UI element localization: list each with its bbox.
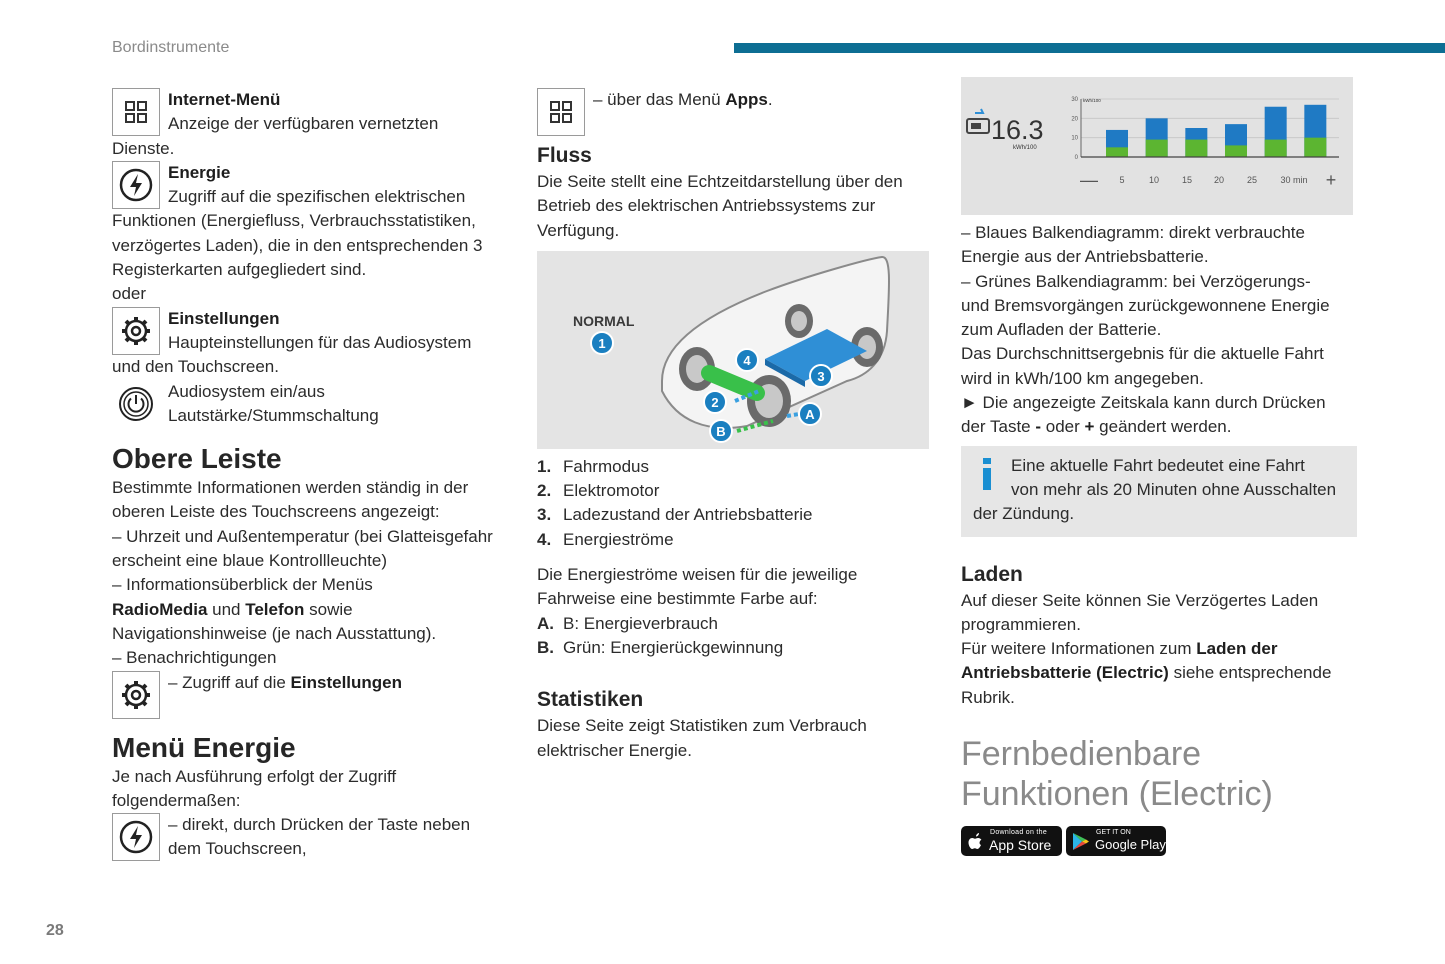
- list-item: [537, 479, 929, 503]
- laden-text-4: [961, 661, 1357, 685]
- lightning-icon: [112, 161, 160, 209]
- laden-bold: Laden der: [1196, 639, 1278, 659]
- app-store-small: Download on the: [990, 829, 1048, 836]
- x-tick-label: 15: [1181, 175, 1193, 185]
- y-tick-label: 10: [1071, 135, 1078, 142]
- y-tick-label: 20: [1071, 116, 1078, 123]
- energie-text: Zugriff auf die spezifischen elektrischen: [168, 187, 466, 207]
- stats-value: 16.3: [991, 115, 1044, 145]
- column-left: [112, 88, 512, 862]
- marker-1-label: 1: [598, 335, 606, 351]
- gear-icon: [112, 307, 160, 355]
- stats-text: – Blaues Balkendiagramm: direkt verbrauchte: [961, 223, 1305, 242]
- marker-a: [799, 403, 821, 425]
- legend-list: [537, 455, 929, 552]
- apps-text: [537, 88, 929, 112]
- obere-text: Bestimmte Informationen werden ständig in der: [112, 478, 469, 498]
- power-icon: [112, 380, 160, 428]
- google-play-icon: [1072, 832, 1090, 851]
- y-axis-unit: kWh/100: [1083, 98, 1101, 103]
- list-text: Elektromotor: [563, 481, 660, 501]
- einstellungen-text-2: und den Touchscreen.: [112, 357, 279, 377]
- list-item: [537, 503, 929, 527]
- flow-text-2: Fahrweise eine bestimmte Farbe auf:: [537, 589, 818, 609]
- list-number: 3.: [537, 505, 552, 525]
- statistics-chart: [961, 77, 1353, 215]
- list-number: 2.: [537, 481, 552, 501]
- obere-leiste-heading: Obere Leiste: [112, 443, 282, 475]
- google-play-small: GET IT ON: [1096, 829, 1131, 836]
- apps-post: .: [767, 90, 773, 109]
- taste-pre: der Taste: [961, 417, 1036, 437]
- laden-text: Auf dieser Seite können Sie Verzögertes Laden: [961, 590, 1319, 610]
- energy-flow-illustration: [537, 251, 929, 449]
- einstellungen-title: Einstellungen: [168, 308, 280, 328]
- marker-3-label: 3: [817, 368, 825, 384]
- obere-list-2c: Navigationshinweise (je nach Ausstattung).: [112, 623, 437, 643]
- flow-text: Die Energieströme weisen für die jeweilige: [537, 565, 858, 585]
- marker-2-label: 2: [711, 394, 719, 410]
- obere-list-2b: [112, 598, 512, 622]
- bar-green: [1185, 140, 1207, 157]
- gear-icon: [112, 671, 160, 719]
- minus-key: -: [1035, 417, 1042, 437]
- apps-block: [537, 88, 929, 136]
- page-number: 28: [46, 922, 64, 939]
- apps-pre: – über das Menü: [593, 90, 726, 109]
- marker-b: [710, 420, 732, 442]
- oder-text: oder: [1041, 417, 1085, 437]
- settings-access-text: [112, 671, 512, 695]
- info-icon: [981, 458, 993, 490]
- stats-text-6: Das Durchschnittsergebnis für die aktuelle Fahrt: [961, 344, 1324, 364]
- settings-access-pre: – Zugriff auf die: [168, 672, 291, 692]
- statistiken-text-2: elektrischer Energie.: [537, 740, 692, 760]
- google-play-badge[interactable]: [1066, 826, 1166, 856]
- laden-text-3: [961, 637, 1357, 661]
- marker-2: [704, 391, 726, 413]
- obere-list-1: – Uhrzeit und Außentemperatur (bei Glatteisgefahr: [112, 526, 493, 546]
- mode-normal-label: NORMAL: [573, 312, 635, 329]
- internet-text-2: Dienste.: [112, 138, 175, 158]
- list-text: Grün: Energierückgewinnung: [563, 637, 784, 657]
- einstellungen-block: [112, 307, 512, 380]
- app-store-label: App Store: [989, 837, 1052, 853]
- fluss-text: Die Seite stellt eine Echtzeitdarstellung über den: [537, 172, 903, 191]
- list-item: [537, 636, 929, 660]
- list-text: Energieströme: [563, 529, 674, 549]
- list-letter: B.: [537, 637, 554, 657]
- grid-icon: [537, 88, 585, 136]
- stats-text-8: ► Die angezeigte Zeitskala kann durch Drücken: [961, 393, 1326, 413]
- stats-text-5: zum Aufladen der Batterie.: [961, 320, 1162, 340]
- app-store-badge[interactable]: [961, 826, 1062, 856]
- list-text: Fahrmodus: [563, 456, 649, 476]
- marker-a-label: A: [805, 406, 815, 422]
- bar-green: [1146, 140, 1168, 157]
- menu-text-2: folgendermaßen:: [112, 790, 241, 810]
- obere-list-2: – Informationsüberblick der Menüs: [112, 575, 373, 595]
- audio-text-2: Lautstärke/Stummschaltung: [168, 405, 379, 425]
- audio-block: [112, 380, 512, 429]
- laden-text-2: programmieren.: [961, 614, 1081, 634]
- marker-4: [736, 349, 758, 371]
- einstellungen-text: Haupteinstellungen für das Audiosystem: [168, 332, 472, 352]
- telefon-text: Telefon: [245, 599, 305, 619]
- laden-bold-2: Antriebsbatterie (Electric): [961, 663, 1169, 683]
- google-play-label: Google Play: [1095, 837, 1166, 852]
- energie-title: Energie: [168, 162, 231, 182]
- x-tick-label: 30 min: [1280, 175, 1308, 185]
- x-tick-label[interactable]: +: [1325, 170, 1337, 190]
- marker-3: [810, 365, 832, 387]
- marker-1: [591, 332, 613, 354]
- list-item: [537, 612, 929, 636]
- battery-icon: [967, 109, 989, 133]
- list-letter: A.: [537, 613, 554, 633]
- stats-text-7: wird in kWh/100 km angegeben.: [961, 368, 1204, 388]
- info-text-3: der Zündung.: [973, 504, 1075, 524]
- column-right: [961, 77, 1357, 814]
- marker-4-label: 4: [743, 352, 751, 368]
- car-wheel: [785, 304, 813, 338]
- radiomedia-text: RadioMedia: [112, 599, 208, 619]
- menu-direct-text: – direkt, durch Drücken der Taste neben: [168, 815, 471, 835]
- stats-text-3: – Grünes Balkendiagramm: bei Verzögerungs-: [961, 271, 1311, 291]
- energie-text-2: Funktionen (Energiefluss, Verbrauchsstatistiken,: [112, 211, 476, 231]
- bar-green: [1106, 147, 1128, 157]
- settings-access-block: [112, 671, 512, 719]
- running-header: Bordinstrumente: [112, 39, 230, 56]
- taste-post: geändert werden.: [1094, 417, 1232, 437]
- sowie-text: sowie: [304, 599, 353, 619]
- list-item: [537, 455, 929, 479]
- menu-text: Je nach Ausführung erfolgt der Zugriff: [112, 766, 397, 786]
- und-text: und: [207, 599, 246, 619]
- energie-text-3: verzögertes Laden), die in den entsprechenden 3: [112, 235, 483, 255]
- stats-text-9: [961, 415, 1357, 439]
- obere-list-1b: erscheint eine blaue Kontrollleuchte): [112, 551, 388, 571]
- menu-energie-heading: Menü Energie: [112, 731, 296, 763]
- info-text-2: von mehr als 20 Minuten ohne Ausschalten: [1011, 479, 1337, 499]
- x-tick-label: 25: [1246, 175, 1258, 185]
- x-tick-label: 20: [1213, 175, 1225, 185]
- list-text: B: Energieverbrauch: [563, 613, 718, 633]
- obere-text-2: oberen Leiste des Touchscreens angezeigt:: [112, 502, 440, 522]
- fern-heading: Fernbedienbare: [961, 735, 1202, 774]
- laden-heading: Laden: [961, 562, 1023, 586]
- list-number: 4.: [537, 529, 552, 549]
- audio-text: Audiosystem ein/aus: [168, 381, 325, 401]
- internet-title: Internet-Menü: [168, 90, 281, 109]
- column-middle: [537, 88, 929, 763]
- fern-heading-2: Funktionen (Electric): [961, 775, 1273, 814]
- statistiken-text: Diese Seite zeigt Statistiken zum Verbrauch: [537, 716, 867, 736]
- fluss-text-3: Verfügung.: [537, 220, 620, 240]
- list-number: 1.: [537, 456, 552, 476]
- stats-text-4: und Bremsvorgängen zurückgewonnene Energie: [961, 295, 1330, 315]
- bar-green: [1225, 145, 1247, 157]
- x-tick-label: 10: [1148, 175, 1160, 185]
- plus-key: +: [1084, 417, 1095, 437]
- list-item: [537, 528, 929, 552]
- y-tick-label: 30: [1071, 97, 1078, 103]
- marker-b-label: B: [716, 423, 726, 439]
- apple-icon: [968, 832, 984, 850]
- color-list: [537, 612, 929, 661]
- energie-text-4: Registerkarten aufgegliedert sind.: [112, 260, 367, 280]
- menu-direct-block: [112, 813, 512, 862]
- grid-icon: [112, 88, 160, 136]
- fluss-text-2: Betrieb des elektrischen Antriebssystems zur: [537, 196, 876, 216]
- menu-direct-text-2: dem Touchscreen,: [168, 839, 307, 859]
- stats-text-2: Energie aus der Antriebsbatterie.: [961, 247, 1209, 267]
- laden-post: siehe entsprechende: [1168, 663, 1332, 683]
- laden-text-5: Rubrik.: [961, 687, 1015, 707]
- obere-list-3: – Benachrichtigungen: [112, 648, 277, 668]
- internet-text: Anzeige der verfügbaren vernetzten: [168, 114, 439, 134]
- car-wheel: [747, 375, 791, 427]
- oder-text: oder: [112, 284, 147, 304]
- statistiken-heading: Statistiken: [537, 688, 644, 712]
- x-tick-label: 5: [1119, 175, 1125, 185]
- list-text: Ladezustand der Antriebsbatterie: [563, 505, 813, 525]
- apps-bold: Apps: [725, 90, 768, 109]
- y-tick-label: 0: [1074, 155, 1078, 161]
- settings-access-bold: Einstellungen: [290, 672, 403, 692]
- info-text: Eine aktuelle Fahrt bedeutet eine Fahrt: [1011, 455, 1305, 475]
- fluss-heading: Fluss: [537, 144, 592, 167]
- lightning-icon: [112, 813, 160, 861]
- bar-green: [1265, 140, 1287, 157]
- laden-pre: Für weitere Informationen zum: [961, 639, 1197, 659]
- internet-menu-block: [112, 88, 512, 161]
- stats-unit: kWh/100: [1013, 145, 1037, 151]
- header-bar: [734, 43, 1445, 53]
- x-tick-label[interactable]: —: [1080, 170, 1098, 190]
- energie-block: [112, 161, 512, 307]
- info-box: [961, 446, 1357, 537]
- bar-green: [1304, 138, 1326, 157]
